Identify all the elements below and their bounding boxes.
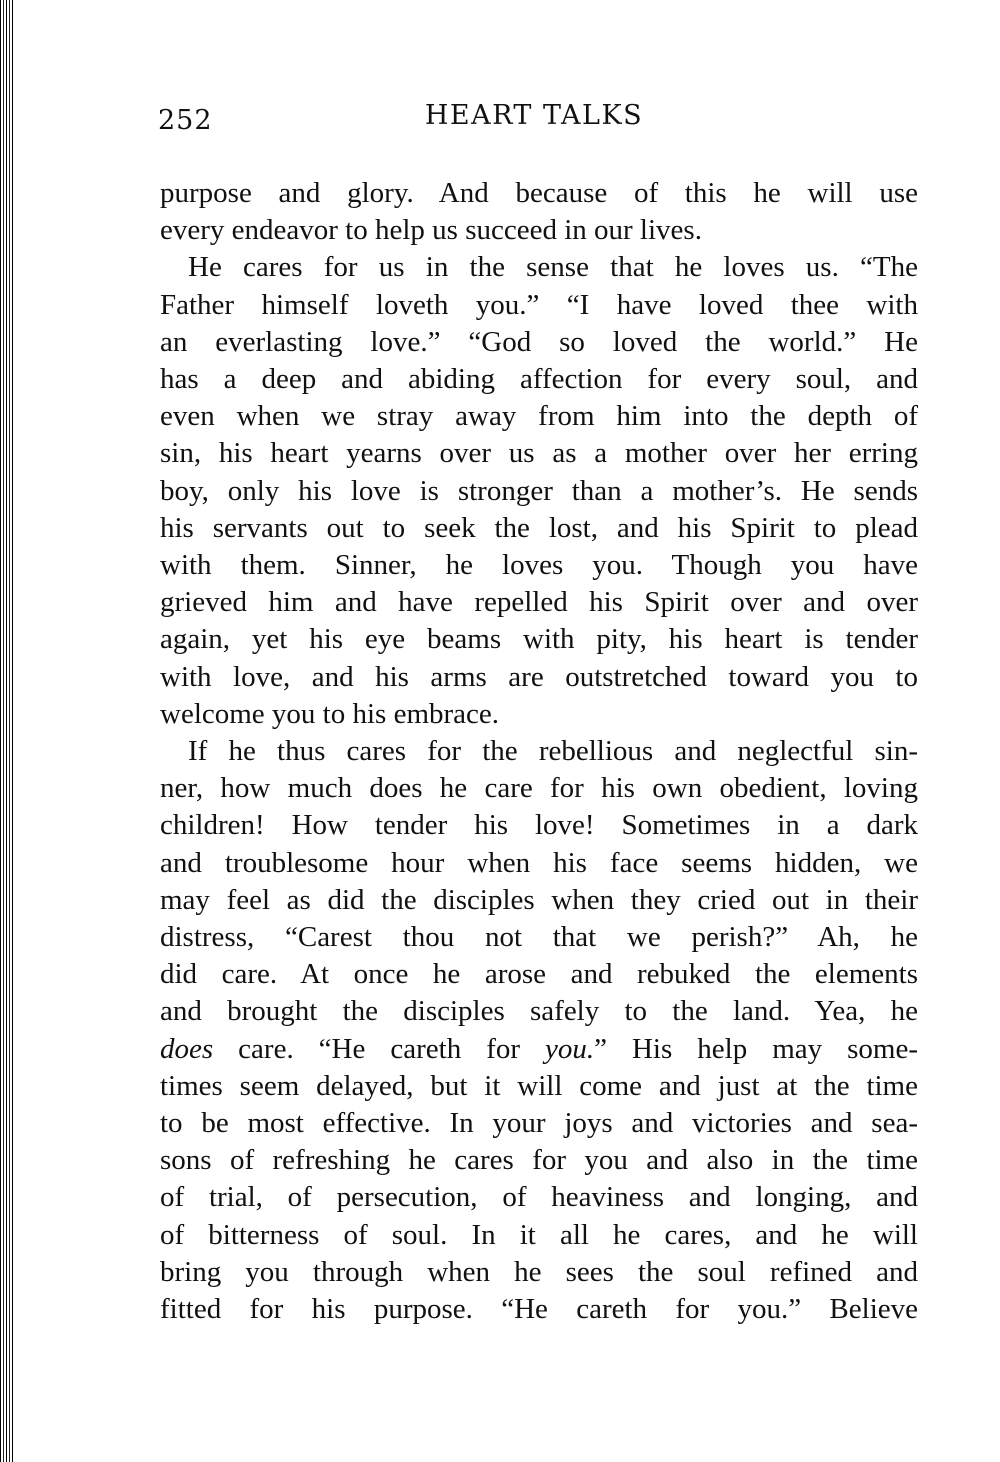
text-line: and troublesome hour when his face seems hidden, we: [160, 846, 918, 879]
text-line: He cares for us in the sense that he loves us. “The: [188, 251, 918, 284]
text-line: of bitterness of soul. In it all he cares, and he will: [160, 1218, 918, 1251]
text-line: his servants out to seek the lost, and his Spirit to plead: [160, 511, 918, 544]
page-binding-edge: [0, 0, 14, 1462]
text-line: times seem delayed, but it will come and just at the time: [160, 1069, 918, 1102]
page-number: 252: [158, 105, 213, 136]
text-line: and brought the disciples safely to the land. Yea, he: [160, 995, 918, 1028]
paragraph: [160, 249, 918, 733]
text-line: even when we stray away from him into the depth of: [160, 400, 918, 433]
text-line: to be most effective. In your joys and victories and sea-: [160, 1107, 918, 1140]
text-line: every endeavor to help us succeed in our lives.: [160, 214, 702, 247]
text-line: did care. At once he arose and rebuked the elements: [160, 958, 918, 991]
text-line: welcome you to his embrace.: [160, 697, 500, 730]
italic-emphasis: you.: [545, 1032, 595, 1065]
text-line: may feel as did the disciples when they cried out in their: [160, 883, 918, 916]
text-line: fitted for his purpose. “He careth for you.” Believe: [160, 1293, 918, 1326]
text-line: purpose and glory. And because of this he will use: [160, 177, 918, 209]
text-line: Father himself loveth you.” “I have loved thee with: [160, 288, 918, 321]
italic-emphasis: does: [160, 1032, 214, 1065]
text-line: with love, and his arms are outstretched toward you to: [160, 660, 918, 693]
text-line: grieved him and have repelled his Spirit over and over: [160, 586, 918, 619]
text-line: of trial, of persecution, of heaviness and longing, and: [160, 1181, 918, 1214]
running-title: HEART TALKS: [424, 100, 644, 131]
text-line: has a deep and abiding affection for every soul, and: [160, 363, 918, 396]
text-line: If he thus cares for the rebellious and neglectful sin-: [188, 735, 918, 768]
text-run: ” His help may some-: [594, 1032, 918, 1065]
paragraph: [160, 733, 918, 1328]
text-line: bring you through when he sees the soul refined and: [160, 1255, 918, 1288]
text-line: again, yet his eye beams with pity, his heart is tender: [160, 623, 918, 656]
body-text: [160, 175, 918, 1328]
text-line: with them. Sinner, he loves you. Though you have: [160, 549, 918, 582]
text-line: sin, his heart yearns over us as a mother over her erring: [160, 437, 918, 470]
text-line: distress, “Carest thou not that we perish?” Ah, he: [160, 921, 918, 954]
text-line: an everlasting love.” “God so loved the world.” He: [160, 325, 918, 358]
text-run: care. “He careth for: [213, 1032, 545, 1065]
text-line: sons of refreshing he cares for you and also in the time: [160, 1144, 918, 1177]
paragraph: [160, 175, 918, 249]
text-line: [160, 1031, 918, 1068]
text-line: ner, how much does he care for his own obedient, loving: [160, 772, 918, 805]
text-line: children! How tender his love! Sometimes in a dark: [160, 809, 918, 842]
text-line: boy, only his love is stronger than a mother’s. He sends: [160, 474, 918, 507]
